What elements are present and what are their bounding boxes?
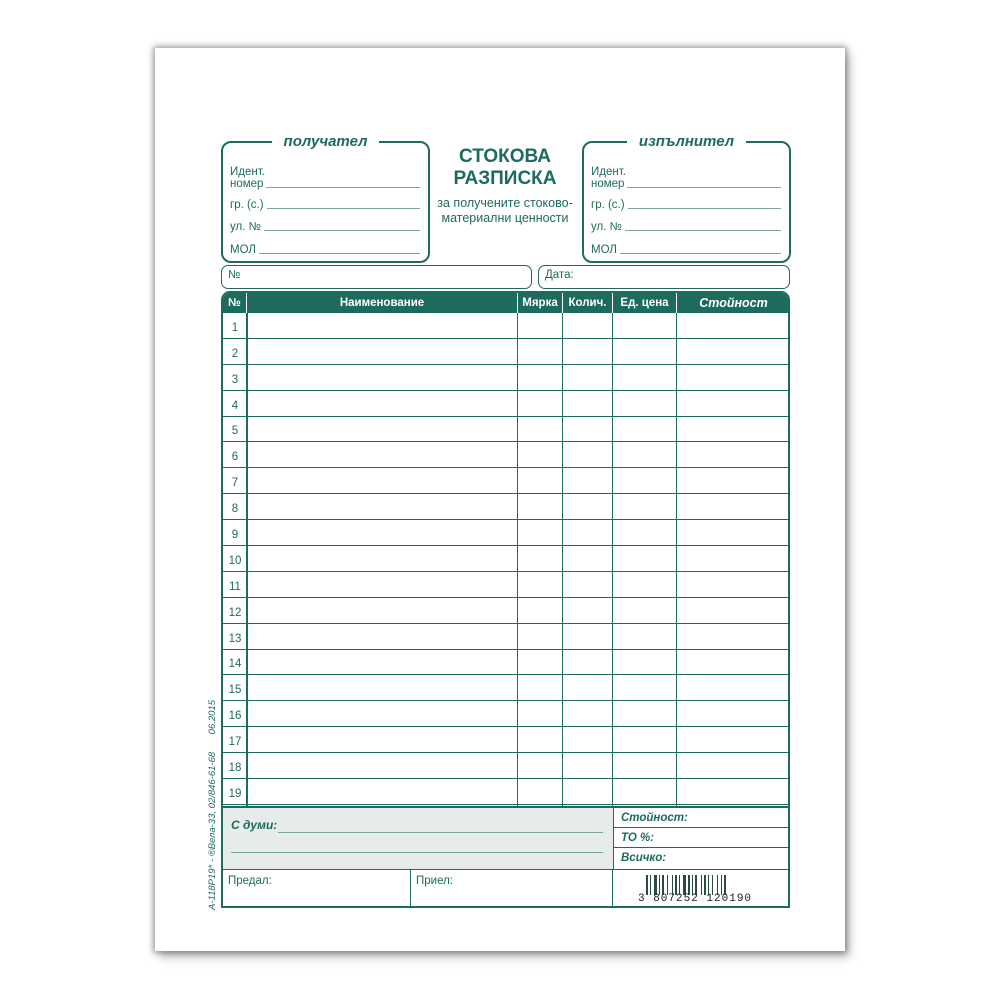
ident-label: Идент. (230, 166, 265, 178)
in-words-label: С думи: (231, 818, 278, 832)
barcode-bar (692, 875, 693, 895)
table-body (223, 313, 788, 805)
grand-total-field[interactable] (614, 848, 788, 868)
handed-by-label: Предал: (228, 875, 272, 887)
barcode (616, 873, 788, 907)
row-number: 18 (228, 762, 242, 775)
barcode-bar (672, 875, 673, 895)
barcode-bar (695, 875, 697, 895)
header-num: № (228, 297, 241, 309)
barcode-bar (679, 875, 680, 895)
header-name: Наименование (339, 297, 425, 309)
receipt-form-sheet (155, 48, 845, 951)
recipient-city-field[interactable] (230, 199, 420, 211)
executor-city-field[interactable] (591, 199, 781, 211)
title-line-1: СТОКОВА (458, 146, 552, 167)
barcode-bar (712, 875, 713, 895)
barcode-bar (701, 875, 702, 895)
barcode-bar (654, 875, 657, 895)
row-number: 9 (231, 529, 239, 542)
totals-box (613, 808, 788, 869)
barcode-bar (724, 875, 726, 895)
street-label: ул. № (230, 221, 261, 233)
street-label: ул. № (591, 221, 622, 233)
row-number: 16 (228, 710, 242, 723)
document-number-field[interactable] (221, 265, 532, 289)
barcode-bar (683, 875, 686, 895)
side-print-code (207, 700, 218, 910)
row-number: 14 (228, 658, 242, 671)
date-label: Дата: (545, 269, 574, 281)
table-row[interactable] (223, 365, 788, 391)
subtitle-line-1: за получените стоково- (437, 196, 573, 210)
row-number: 17 (228, 736, 242, 749)
header-qty: Колич. (568, 297, 607, 309)
table-row[interactable] (223, 468, 788, 494)
row-number: 8 (231, 503, 239, 516)
table-row[interactable] (223, 520, 788, 546)
table-row[interactable] (223, 598, 788, 624)
row-number: 6 (231, 451, 239, 464)
mol-label: МОЛ (230, 244, 256, 256)
header-value: Стойност (699, 296, 768, 310)
header-price: Ед. цена (620, 297, 669, 309)
table-row[interactable] (223, 624, 788, 650)
executor-ident-field[interactable] (591, 166, 781, 194)
executor-mol-field[interactable] (591, 244, 781, 256)
document-date-field[interactable] (538, 265, 790, 289)
table-row[interactable] (223, 650, 788, 676)
row-number: 13 (228, 632, 242, 645)
barcode-bar (688, 875, 690, 895)
subtitle-line-2: материални ценности (441, 211, 569, 225)
executor-box (582, 133, 791, 263)
recipient-mol-field[interactable] (230, 244, 420, 256)
table-row[interactable] (223, 494, 788, 520)
table-row[interactable] (223, 779, 788, 805)
barcode-bar (721, 875, 722, 895)
row-number: 10 (228, 554, 242, 567)
received-by-field[interactable] (411, 870, 613, 908)
city-label: гр. (с.) (230, 199, 264, 211)
table-row[interactable] (223, 701, 788, 727)
row-number: 3 (231, 373, 239, 386)
mol-label: МОЛ (591, 244, 617, 256)
document-title (435, 146, 575, 226)
totals-section (223, 806, 788, 869)
items-table (221, 291, 790, 908)
table-row[interactable] (223, 727, 788, 753)
table-row[interactable] (223, 546, 788, 572)
barcode-digits: 3 807252 120190 (638, 893, 753, 905)
barcode-bars (646, 875, 766, 895)
table-row[interactable] (223, 572, 788, 598)
table-row[interactable] (223, 339, 788, 365)
recipient-title: получател (272, 133, 380, 150)
recipient-ident-field[interactable] (230, 166, 420, 194)
row-number: 7 (231, 477, 239, 490)
row-number: 11 (229, 580, 241, 593)
ident-label: Идент. (591, 166, 626, 178)
total-value-label: Стойност: (621, 812, 688, 824)
row-number: 19 (228, 787, 242, 800)
grand-total-label: Всичко: (621, 852, 667, 864)
signatures-section (223, 869, 788, 908)
print-code: А-118Р19* - ®Вела-33, 02/846-61-68 (207, 751, 218, 910)
row-number: 1 (231, 321, 239, 334)
row-number: 4 (231, 399, 239, 412)
executor-street-field[interactable] (591, 221, 781, 233)
in-words-field[interactable] (223, 808, 613, 869)
barcode-bar (667, 875, 668, 895)
barcode-bar (717, 875, 718, 895)
table-row[interactable] (223, 391, 788, 417)
vat-label: ТО %: (621, 832, 655, 844)
header-unit: Мярка (522, 297, 558, 309)
ident-label-number: номер (230, 178, 264, 190)
print-date: 06.2015 (207, 700, 218, 735)
table-row[interactable] (223, 313, 788, 339)
table-row[interactable] (223, 675, 788, 701)
total-value-field[interactable] (614, 808, 788, 828)
table-row[interactable] (223, 753, 788, 779)
handed-by-field[interactable] (223, 870, 411, 908)
number-label: № (228, 269, 241, 281)
row-number: 2 (231, 347, 239, 360)
barcode-bar (708, 875, 709, 895)
barcode-bar (650, 875, 651, 895)
barcode-bar (659, 875, 660, 895)
barcode-bar (662, 875, 664, 895)
ident-label-number: номер (591, 178, 625, 190)
row-number: 5 (231, 425, 239, 438)
table-row[interactable] (223, 417, 788, 443)
recipient-street-field[interactable] (230, 221, 420, 233)
recipient-box (221, 133, 430, 263)
city-label: гр. (с.) (591, 199, 625, 211)
table-row[interactable] (223, 442, 788, 468)
barcode-bar (675, 875, 677, 895)
vat-field[interactable] (614, 828, 788, 848)
table-header (223, 293, 788, 313)
row-number: 12 (228, 606, 242, 619)
received-by-label: Приел: (416, 875, 454, 887)
barcode-bar (646, 875, 648, 895)
title-line-2: РАЗПИСКА (453, 168, 557, 189)
barcode-bar (704, 875, 706, 895)
executor-title: изпълнител (627, 133, 746, 150)
row-number: 15 (228, 684, 242, 697)
